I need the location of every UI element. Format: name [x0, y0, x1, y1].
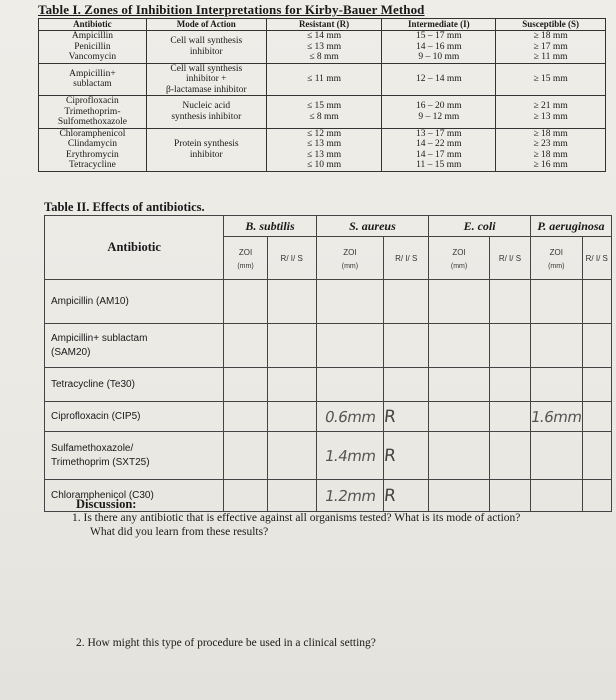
rvs-header [582, 237, 611, 280]
drug-name-line: Ampicillin+ sublactam [51, 332, 148, 344]
zoi-entry-cell[interactable] [316, 402, 384, 432]
mode-cell-line: Cell wall synthesis [170, 63, 243, 74]
antibiotic-cell-line: Chloramphenicol [59, 128, 126, 139]
zoi-header [224, 237, 267, 280]
zoi-entry-cell[interactable] [429, 280, 490, 324]
zoi-entry-cell[interactable] [530, 368, 582, 402]
rvs-label: R/ I/ S [395, 253, 418, 263]
table1-title: Table I. Zones of Inhibition Interpretations for Kirby-Bauer Method [38, 2, 425, 17]
table-row [45, 432, 612, 480]
drug-name-line: Trimethoprim (SXT25) [51, 456, 150, 468]
rvs-entry-cell[interactable] [489, 432, 530, 480]
antibiotic-cell [39, 96, 147, 129]
intermediate-cell-line: 11 – 15 mm [416, 160, 462, 170]
question-2 [76, 637, 376, 649]
antibiotic-cell-line: Ampicillin [71, 31, 114, 41]
resistant-cell [266, 63, 382, 96]
resistant-cell-line: ≤ 13 mm [306, 139, 342, 149]
handwritten-zoi: 1.6mm [529, 407, 584, 426]
zoi-entry-cell[interactable] [224, 280, 267, 324]
resistant-cell-line: ≤ 11 mm [307, 74, 342, 84]
susceptible-cell-line: ≥ 11 mm [533, 52, 568, 62]
resistant-cell-line: ≤ 10 mm [306, 160, 342, 170]
antibiotic-cell [39, 31, 147, 64]
zoi-entry-cell[interactable] [224, 368, 267, 402]
resistant-cell-line: ≤ 13 mm [306, 41, 342, 52]
zoi-entry-cell[interactable] [224, 324, 267, 368]
drug-name-cell [45, 280, 224, 324]
rvs-entry-cell[interactable] [489, 402, 530, 432]
resistant-cell-line: ≤ 14 mm [306, 31, 342, 41]
zoi-entry-cell[interactable] [530, 432, 582, 480]
zoi-entry-cell[interactable] [316, 432, 384, 480]
drug-name-line: Chloramphenicol (C30) [51, 489, 154, 501]
intermediate-cell-line: 14 – 17 mm [415, 149, 462, 160]
antibiotic-cell-line: sublactam [73, 79, 112, 90]
drug-name-line: Sulfamethoxazole/ [51, 442, 134, 454]
resistant-cell [266, 128, 382, 171]
mm-label: (mm) [237, 263, 254, 270]
table1-group-row [39, 128, 606, 171]
question-1-line1: Is there any antibiotic that is effective against all organisms tested? What is its mode of action? [83, 512, 521, 524]
intermediate-cell [382, 63, 496, 96]
rvs-entry-cell[interactable] [267, 368, 316, 402]
susceptible-cell [496, 96, 606, 129]
mode-cell-line: inhibitor [189, 46, 223, 57]
rvs-entry-cell[interactable] [582, 368, 611, 402]
drug-name-cell [45, 324, 224, 368]
mode-cell [146, 63, 266, 96]
handwritten-result: R [383, 406, 398, 427]
zoi-entry-cell[interactable] [530, 280, 582, 324]
organism-s-aureus: S. aureus [316, 216, 429, 237]
drug-name-cell [45, 402, 224, 432]
susceptible-cell-line: ≥ 18 mm [533, 149, 568, 160]
intermediate-cell-line: 14 – 22 mm [415, 139, 462, 149]
zoi-label: ZOI [238, 248, 253, 257]
susceptible-cell [496, 63, 606, 96]
zoi-label: ZOI [452, 248, 466, 257]
intermediate-cell-line: 13 – 17 mm [415, 128, 462, 139]
resistant-cell-line: ≤ 15 mm [306, 101, 342, 112]
resistant-cell [266, 31, 382, 64]
rvs-header [267, 237, 316, 280]
rvs-entry-cell[interactable] [582, 402, 611, 432]
mode-cell-line: β-lactamase inhibitor [166, 84, 247, 95]
susceptible-cell-line: ≥ 17 mm [533, 41, 568, 52]
handwritten-result: R [383, 485, 398, 506]
rvs-entry-cell[interactable] [384, 280, 429, 324]
table-row [45, 324, 612, 368]
resistant-cell-line: ≤ 8 mm [309, 111, 339, 122]
rvs-entry-cell[interactable] [267, 402, 316, 432]
antibiotic-cell [39, 63, 147, 96]
drug-name-line: Tetracycline (Te30) [51, 378, 135, 390]
antibiotic-cell-line: Ciprofloxacin [66, 96, 119, 106]
discussion-section [72, 497, 612, 539]
mode-cell [146, 96, 266, 129]
zoi-header [530, 237, 582, 280]
table1-header-row [39, 19, 606, 31]
table-row [45, 280, 612, 324]
question-1 [72, 511, 612, 539]
susceptible-cell-line: ≥ 23 mm [533, 139, 568, 149]
susceptible-cell-line: ≥ 21 mm [533, 101, 568, 112]
organism-b-subtilis: B. subtilis [224, 216, 316, 237]
rvs-entry-cell[interactable] [267, 280, 316, 324]
drug-name-cell [45, 368, 224, 402]
intermediate-cell-line: 15 – 17 mm [415, 31, 462, 41]
antibiotic-cell-line: Clindamycin [67, 139, 117, 149]
rvs-header [384, 237, 429, 280]
rvs-label: R/ I/ S [498, 253, 522, 263]
susceptible-cell [496, 31, 606, 64]
susceptible-cell-line: ≥ 15 mm [533, 74, 568, 84]
rvs-header [489, 237, 530, 280]
zoi-entry-cell[interactable] [316, 324, 384, 368]
table-row [45, 368, 612, 402]
antibiotic-cell-line: Penicillin [74, 41, 111, 52]
intermediate-cell-line: 9 – 12 mm [418, 111, 460, 122]
rvs-label: R/ I/ S [280, 253, 303, 263]
table1-group-row [39, 31, 606, 64]
zoi-entry-cell[interactable] [224, 432, 267, 480]
drug-name-line: (SAM20) [51, 346, 91, 358]
question-2-number: 2. [76, 637, 85, 649]
zoi-entry-cell[interactable] [530, 324, 582, 368]
antibiotic-cell [39, 128, 147, 171]
resistant-cell [266, 96, 382, 129]
rvs-entry-cell[interactable] [384, 432, 429, 480]
discussion-header: Discussion: [76, 497, 137, 511]
effects-table [44, 215, 612, 512]
zoi-entry-cell[interactable] [530, 402, 582, 432]
antibiotic-cell-line: Vancomycin [68, 52, 117, 62]
resistant-cell-line: ≤ 13 mm [306, 149, 342, 160]
table1-group-row [39, 63, 606, 96]
zoi-header [316, 237, 384, 280]
zoi-entry-cell[interactable] [316, 368, 384, 402]
table1-group-row [39, 96, 606, 129]
rvs-entry-cell[interactable] [582, 324, 611, 368]
intermediate-cell [382, 128, 496, 171]
antibiotic-cell-line: Ampicillin+ [69, 68, 116, 79]
mode-cell-line: Nucleic acid [182, 101, 231, 112]
mode-cell [146, 128, 266, 171]
zoi-entry-cell[interactable] [429, 432, 490, 480]
antibiotic-cell-line: Tetracycline [69, 160, 116, 170]
organism-p-aeruginosa: P. aeruginosa [530, 216, 611, 237]
mm-label: (mm) [548, 263, 565, 270]
handwritten-result: R [383, 445, 398, 466]
rvs-entry-cell[interactable] [489, 280, 530, 324]
rvs-entry-cell[interactable] [384, 368, 429, 402]
intermediate-cell-line: 16 – 20 mm [415, 101, 462, 112]
antibiotic-header: Antibiotic [45, 216, 224, 280]
susceptible-cell-line: ≥ 18 mm [533, 31, 568, 41]
zoi-entry-cell[interactable] [224, 402, 267, 432]
rvs-label: R/ I/ S [585, 253, 608, 263]
mm-label: (mm) [450, 263, 468, 270]
zoi-header [429, 237, 490, 280]
intermediate-cell-line: 12 – 14 mm [415, 74, 462, 84]
rvs-entry-cell[interactable] [267, 432, 316, 480]
mode-cell-line: synthesis inhibitor [171, 111, 242, 122]
table2-title: Table II. Effects of antibiotics. [44, 200, 205, 214]
zoi-entry-cell[interactable] [429, 324, 490, 368]
susceptible-cell-line: ≥ 18 mm [533, 128, 568, 139]
susceptible-cell-line: ≥ 16 mm [533, 160, 568, 170]
organism-e-coli: E. coli [429, 216, 531, 237]
intermediate-cell [382, 96, 496, 129]
resistant-cell-line: ≤ 8 mm [309, 52, 339, 62]
mm-label: (mm) [341, 263, 359, 270]
mode-cell-line: Protein synthesis [173, 139, 239, 149]
table2-organism-row [45, 216, 612, 237]
rvs-entry-cell[interactable] [384, 324, 429, 368]
antibiotic-cell-line: Erythromycin [66, 149, 119, 160]
rvs-entry-cell[interactable] [582, 280, 611, 324]
handwritten-zoi: 0.6mm [323, 407, 377, 426]
zoi-entry-cell[interactable] [429, 368, 490, 402]
kirby-bauer-table [38, 18, 606, 172]
antibiotic-cell-line: Sulfomethoxazole [57, 117, 127, 127]
intermediate-cell-line: 9 – 10 mm [418, 52, 460, 62]
drug-name-cell [45, 432, 224, 480]
susceptible-cell-line: ≥ 13 mm [533, 111, 568, 122]
antibiotic-cell-line: Trimethoprim- [64, 106, 121, 117]
rvs-entry-cell[interactable] [489, 324, 530, 368]
mode-cell [146, 31, 266, 64]
mode-cell-line: inhibitor [189, 149, 223, 160]
resistant-cell-line: ≤ 12 mm [306, 128, 342, 139]
question-2-text: How might this type of procedure be used in a clinical setting? [87, 637, 376, 649]
header-antibiotic: Antibiotic [39, 19, 147, 31]
header-mode: Mode of Action [146, 19, 266, 31]
mode-cell-line: inhibitor + [186, 74, 227, 84]
rvs-entry-cell[interactable] [267, 324, 316, 368]
drug-name-line: Ciprofloxacin (CIP5) [51, 410, 141, 422]
table-row [45, 402, 612, 432]
header-intermediate: Intermediate (I) [382, 19, 496, 31]
question-1-line2: What did you learn from these results? [90, 526, 269, 538]
mode-cell-line: Cell wall synthesis [170, 36, 243, 47]
zoi-label: ZOI [549, 248, 563, 257]
zoi-entry-cell[interactable] [429, 402, 490, 432]
zoi-entry-cell[interactable] [316, 280, 384, 324]
handwritten-zoi: 1.4mm [323, 446, 377, 465]
question-1-number: 1. [72, 512, 81, 524]
susceptible-cell [496, 128, 606, 171]
rvs-entry-cell[interactable] [384, 402, 429, 432]
header-resistant: Resistant (R) [266, 19, 382, 31]
intermediate-cell-line: 14 – 16 mm [415, 41, 462, 52]
handwritten-zoi: 1.2mm [323, 486, 377, 505]
rvs-entry-cell[interactable] [489, 368, 530, 402]
zoi-label: ZOI [343, 248, 357, 257]
rvs-entry-cell[interactable] [582, 432, 611, 480]
drug-name-line: Ampicillin (AM10) [51, 295, 129, 307]
intermediate-cell [382, 31, 496, 64]
header-susceptible: Susceptible (S) [496, 19, 606, 31]
